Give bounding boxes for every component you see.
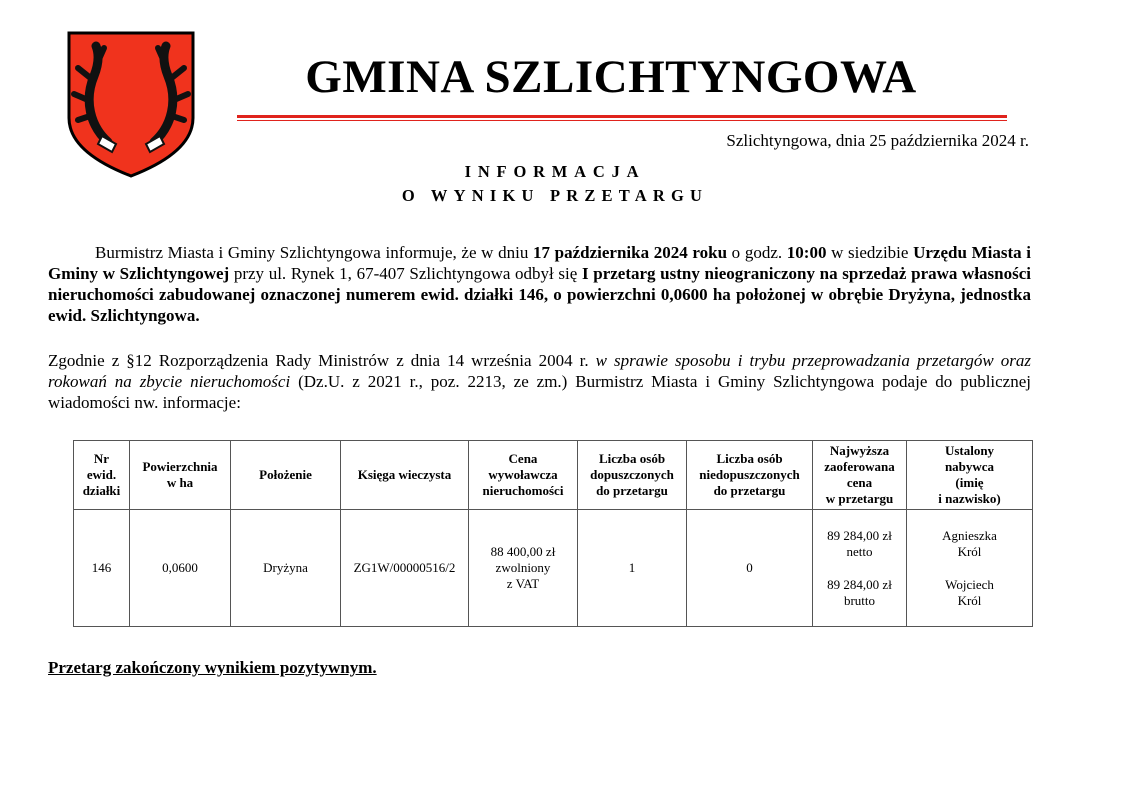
table-row (74, 510, 1033, 627)
col-header-area: Powierzchnia w ha (130, 441, 231, 510)
col-header-admitted: Liczba osób dopuszczonych do przetargu (578, 441, 687, 510)
cell-starting-price: 88 400,00 zł zwolniony z VAT (469, 510, 578, 627)
col-header-highest-price: Najwyższa zaoferowana cena w przetargu (813, 441, 907, 510)
tender-results-table (73, 440, 1033, 627)
cell-highest-price: 89 284,00 zł netto 89 284,00 zł brutto (813, 510, 907, 627)
title-rule-thin (237, 120, 1007, 121)
cell-location: Dryżyna (231, 510, 341, 627)
title-rule (237, 115, 1007, 118)
coat-of-arms-logo (66, 30, 196, 178)
heading-information: INFORMACJA (464, 162, 646, 181)
cell-land-register: ZG1W/00000516/2 (341, 510, 469, 627)
cell-buyer: Agnieszka Król Wojciech Król (907, 510, 1033, 627)
table-header-row (74, 441, 1033, 510)
col-header-parcel-number: Nr ewid. działki (74, 441, 130, 510)
cell-admitted: 1 (578, 510, 687, 627)
cell-area: 0,0600 (130, 510, 231, 627)
cell-not-admitted: 0 (687, 510, 813, 627)
page-title: GMINA SZLICHTYNGOWA (305, 51, 917, 103)
document-date: Szlichtyngowa, dnia 25 października 2024 r. (726, 131, 1029, 150)
col-header-location: Położenie (231, 441, 341, 510)
cell-parcel-number: 146 (74, 510, 130, 627)
tender-result-note: Przetarg zakończony wynikiem pozytywnym. (48, 658, 377, 677)
announcement-paragraph: Burmistrz Miasta i Gminy Szlichtyngowa informuje, że w dniu 17 października 2024 roku o godz. 10:00 w siedzibie Urzędu Miasta i Gminy w Szlichtyngowej przy ul. Rynek 1, 67-407 Szlichtyngowa odbył się I przetarg ustny nieograniczony na sprzedaż prawa własności nieruchomości zabudowanej oznaczonej numerem ewid. działki 146, o powierzchni 0,0600 ha położonej w obrębie Dryżyna, jednostka ewid. Szlichtyngowa. (48, 243, 1032, 325)
col-header-starting-price: Cena wywoławcza nieruchomości (469, 441, 578, 510)
col-header-land-register: Księga wieczysta (341, 441, 469, 510)
col-header-not-admitted: Liczba osób niedopuszczonych do przetargu (687, 441, 813, 510)
heading-tender-result: O WYNIKU PRZETARGU (401, 186, 709, 205)
regulation-paragraph: Zgodnie z §12 Rozporządzenia Rady Ministrów z dnia 14 września 2004 r. w sprawie sposobu i trybu przeprowadzania przetargów oraz rokowań na zbycie nieruchomości (Dz.U. z 2021 r., poz. 2213, ze zm.) Burmistrz Miasta i Gminy Szlichtyngowa podaje do publicznej wiadomości nw. informacje: (48, 351, 1032, 412)
col-header-buyer: Ustalony nabywca (imię i nazwisko) (907, 441, 1033, 510)
